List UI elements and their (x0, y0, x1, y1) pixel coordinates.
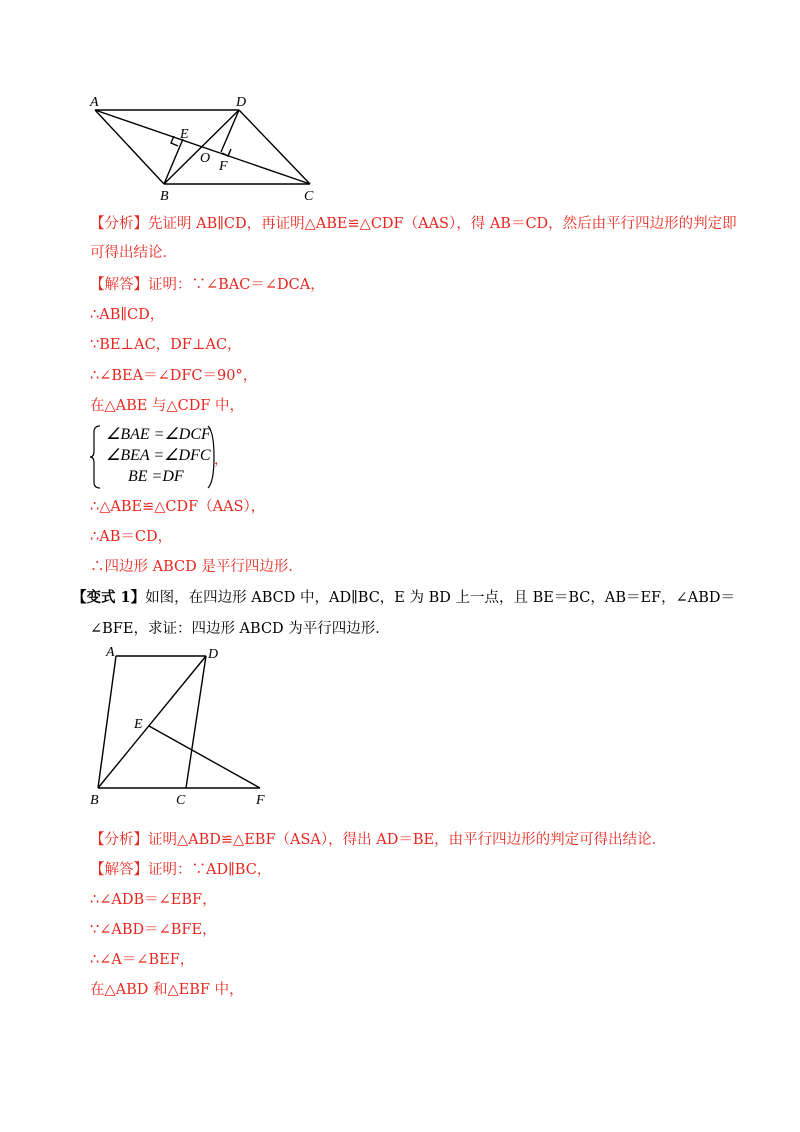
step-1-1: ∴AB∥CD， (90, 307, 165, 323)
step-1-6: ∴AB＝CD， (90, 529, 173, 545)
answer-1-head: 【解答】证明：∵∠BAC＝∠DCA， (90, 277, 325, 293)
label-c: C (176, 793, 186, 808)
figure-quadrilateral-2 (88, 642, 278, 808)
answer-2-head: 【解答】证明：∵AD∥BC， (90, 862, 272, 878)
segment-ab (95, 110, 164, 184)
label-d: D (236, 95, 247, 110)
label-c: C (304, 189, 314, 204)
step-2-4: 在△ABD 和△EBF 中， (90, 982, 244, 998)
label-a: A (106, 645, 115, 660)
perpendicular-be (164, 139, 183, 184)
right-angle-mark-f (222, 149, 231, 156)
label-d: D (208, 647, 219, 662)
analysis-1-cont: 可得出结论． (90, 245, 177, 261)
diagonal-ac (95, 110, 310, 184)
step-1-3: ∴∠BEA＝∠DFC＝90°， (90, 368, 258, 384)
variant-1-line-2: ∠BFE，求证：四边形 ABCD 为平行四边形． (90, 621, 390, 637)
perpendicular-df (221, 110, 239, 152)
label-a: A (90, 95, 99, 110)
label-e: E (134, 717, 143, 732)
variant-1-line-1 (72, 588, 735, 608)
label-e: E (180, 127, 189, 142)
equation-system (88, 424, 228, 490)
step-1-2: ∵BE⊥AC，DF⊥AC， (90, 337, 242, 353)
segment-bd (98, 656, 206, 788)
step-2-3: ∴∠A＝∠BEF， (90, 952, 195, 968)
step-1-7: ∴四边形 ABCD 是平行四边形． (90, 559, 303, 575)
segment-dc (239, 110, 310, 184)
figure-parallelogram-1 (88, 92, 328, 204)
analysis-2: 【分析】证明△ABD≌△EBF（ASA），得出 AD＝BE，由平行四边形的判定可得出结论． (90, 832, 667, 848)
label-f: F (256, 793, 265, 808)
step-1-5: ∴△ABE≌△CDF（AAS）， (90, 499, 266, 515)
label-b: B (160, 189, 169, 204)
label-f: F (219, 159, 228, 174)
system-row-2: ∠BEA =∠DFC (106, 447, 211, 464)
variant-1-tag: 【变式 1】 (72, 589, 146, 606)
variant-1-text-1: 如图，在四边形 ABCD 中，AD∥BC，E 为 BD 上一点，且 BE＝BC，AB＝EF，∠ABD＝ (145, 590, 736, 606)
step-1-4: 在△ABE 与△CDF 中， (90, 398, 245, 414)
system-tail: ， (214, 452, 228, 468)
system-row-1: ∠BAE =∠DCF (106, 426, 211, 443)
diagonal-bd (164, 110, 239, 184)
segment-ef (149, 726, 260, 788)
label-o: O (200, 151, 211, 166)
label-b: B (90, 793, 99, 808)
analysis-1: 【分析】先证明 AB∥CD，再证明△ABE≌△CDF（AAS），得 AB＝CD，然后由平行四边形的判定即 (90, 216, 737, 232)
system-row-3: BE =DF (128, 468, 184, 485)
step-2-2: ∵∠ABD＝∠BFE， (90, 922, 217, 938)
step-2-1: ∴∠ADB＝∠EBF， (90, 892, 217, 908)
